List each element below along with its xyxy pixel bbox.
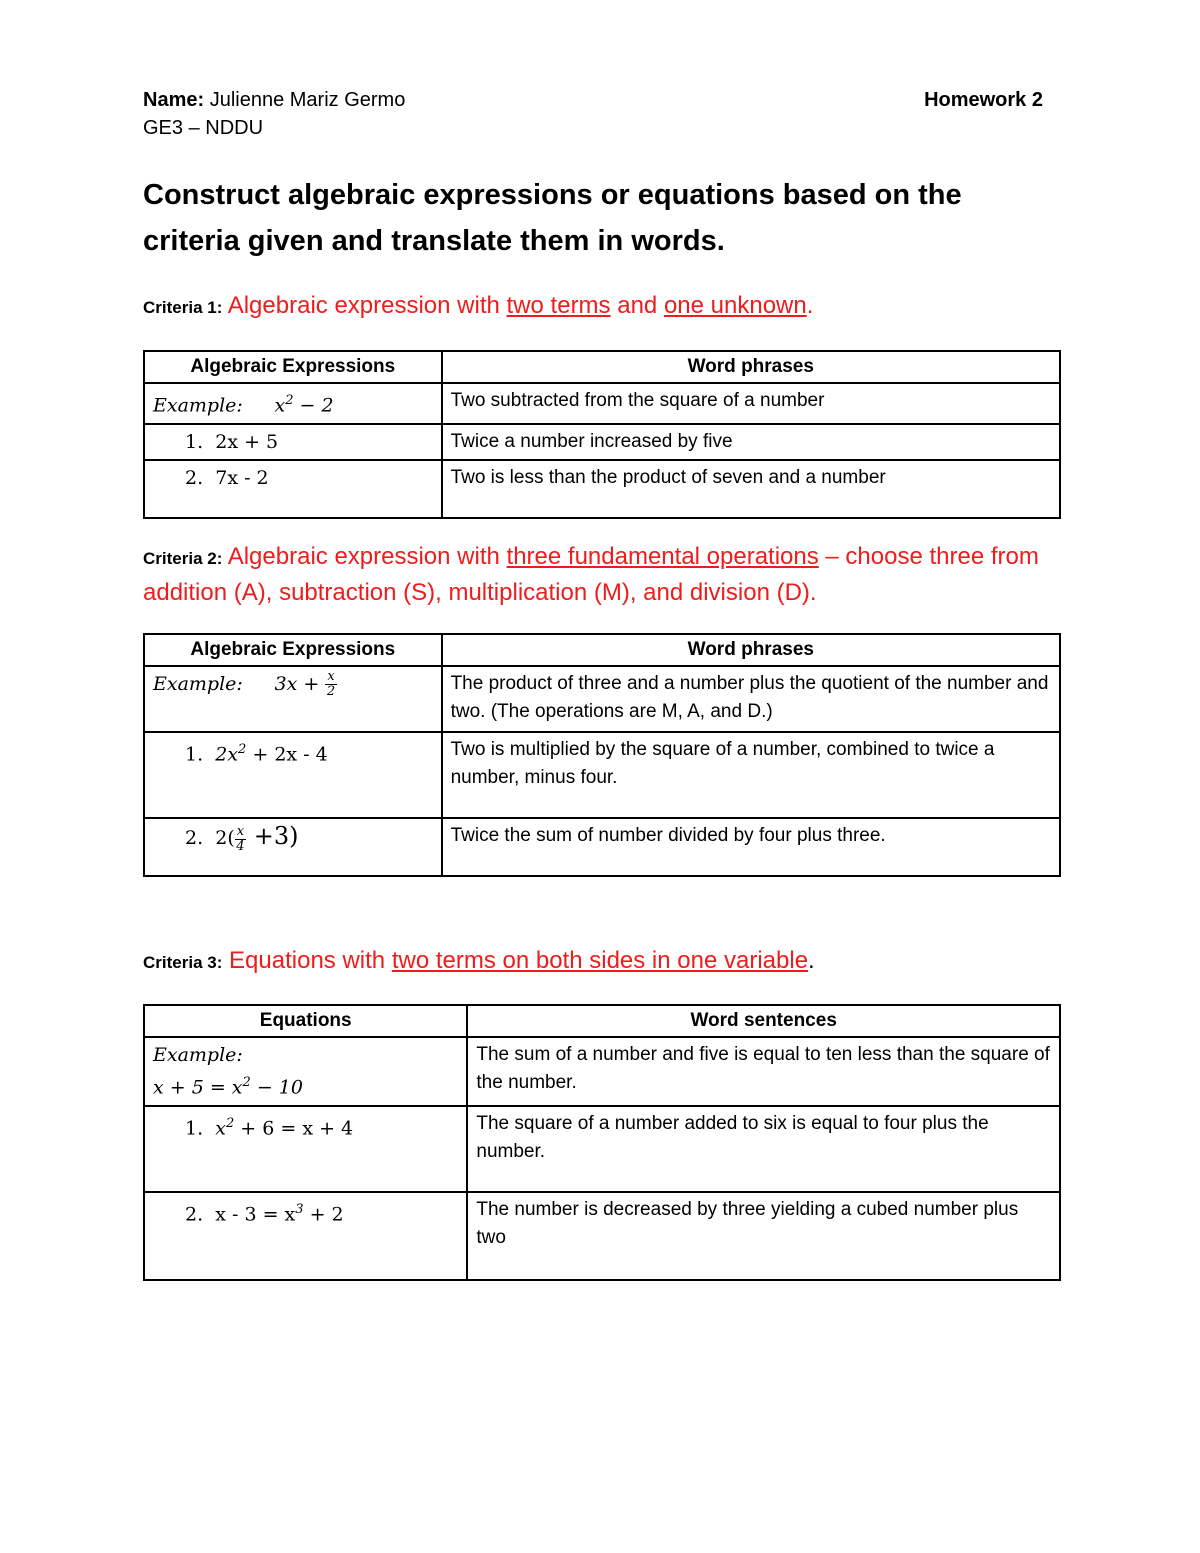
column-header: Word phrases <box>442 634 1060 666</box>
table-row <box>144 1037 1060 1106</box>
column-header: Equations <box>144 1005 467 1037</box>
example-label: Example: <box>153 673 243 695</box>
table-row <box>144 818 1060 876</box>
table-row <box>144 424 1060 460</box>
student-name: Julienne Mariz Germo <box>204 89 406 111</box>
example-label: Example: <box>153 394 243 417</box>
words-cell: Two is multiplied by the square of a number, combined to twice a number, minus four. <box>442 732 1060 818</box>
row-number: 2. <box>185 827 204 849</box>
column-header: Word phrases <box>442 351 1060 383</box>
criteria-1-highlight-2: one unknown <box>663 292 807 319</box>
column-header: Algebraic Expressions <box>144 634 442 666</box>
expression: + 2x - 4 <box>246 743 328 766</box>
expression: + 6 = x + 4 <box>234 1117 354 1140</box>
example-words: Two subtracted from the square of a number <box>442 383 1060 424</box>
header <box>143 86 1043 142</box>
table-row <box>144 1106 1060 1192</box>
criteria-2-table <box>143 633 1061 877</box>
criteria-3-highlight: two terms on both sides in one variable <box>391 947 809 974</box>
column-header: Word sentences <box>467 1005 1060 1037</box>
expression: x <box>215 1117 226 1140</box>
criteria-3-label: Criteria 3: <box>143 953 223 972</box>
words-cell: Two is less than the product of seven and a number <box>442 460 1060 518</box>
table-row <box>144 383 1060 424</box>
table-header-row <box>144 634 1060 666</box>
words-cell: The number is decreased by three yielding a cubed number plus two <box>467 1192 1060 1280</box>
row-number: 1. <box>185 431 204 454</box>
expr-part: x <box>274 394 286 417</box>
expression: 7x - 2 <box>215 467 269 490</box>
expression: 2x + 5 <box>215 431 279 454</box>
expression: 2x <box>215 743 239 766</box>
row-number: 1. <box>185 743 204 766</box>
expression-cell <box>144 424 442 460</box>
numerator: x <box>236 823 245 839</box>
words-cell: Twice the sum of number divided by four plus three. <box>442 818 1060 876</box>
expression: 2( <box>215 827 235 849</box>
words-cell: Twice a number increased by five <box>442 424 1060 460</box>
table-row <box>144 460 1060 518</box>
expr-part: − 2 <box>293 394 334 417</box>
criteria-1-text: Algebraic expression with <box>222 292 507 319</box>
table-row <box>144 666 1060 732</box>
criteria-1-period: . <box>806 292 814 319</box>
exponent: 2 <box>285 393 294 408</box>
expr-part: − 10 <box>250 1076 303 1099</box>
row-number: 2. <box>185 467 204 490</box>
denominator: 4 <box>236 838 245 854</box>
fraction <box>235 825 246 854</box>
criteria-3-table <box>143 1004 1061 1281</box>
exponent: 2 <box>225 1116 235 1132</box>
example-words: The product of three and a number plus the quotient of the number and two. (The operations are M, A, and D.) <box>442 666 1060 732</box>
table-header-row <box>144 1005 1060 1037</box>
fraction <box>325 670 336 699</box>
example-label: Example: <box>153 1044 243 1066</box>
expression-cell <box>144 460 442 518</box>
table-row <box>144 732 1060 818</box>
homework-label: Homework 2 <box>924 89 1043 111</box>
words-cell: The square of a number added to six is equal to four plus the number. <box>467 1106 1060 1192</box>
expr-part: x + 5 = x <box>153 1076 243 1099</box>
page-title: Construct algebraic expressions or equations based on the criteria given and translate them in words. <box>143 179 962 257</box>
criteria-2-highlight: three fundamental operations <box>506 543 819 570</box>
table-header-row <box>144 351 1060 383</box>
criteria-2-text: Algebraic expression with <box>222 543 507 570</box>
expression-cell <box>144 818 442 876</box>
criteria-2-text-2: – choose three from addition (A), subtraction (S), multiplication (M), and division (D). <box>143 543 1039 606</box>
expression-cell <box>144 732 442 818</box>
table-row <box>144 1192 1060 1280</box>
criteria-1-table <box>143 350 1061 519</box>
criteria-1-text-2: and <box>610 292 664 319</box>
exponent: 2 <box>238 742 247 757</box>
column-header: Algebraic Expressions <box>144 351 442 383</box>
criteria-1-highlight-1: two terms <box>506 292 611 319</box>
row-number: 2. <box>185 1203 204 1226</box>
criteria-1-label: Criteria 1: <box>143 298 223 317</box>
example-expression <box>144 666 442 732</box>
expression: x - 3 = x <box>215 1203 296 1226</box>
criteria-1 <box>143 288 1063 326</box>
example-expression <box>144 383 442 424</box>
criteria-3-text: Equations with <box>222 947 392 974</box>
exponent: 3 <box>295 1202 304 1218</box>
expr-part: 3x + <box>274 673 326 695</box>
row-number: 1. <box>185 1117 204 1140</box>
denominator: 2 <box>326 684 336 700</box>
exponent: 2 <box>242 1075 251 1090</box>
expression: +3) <box>246 822 299 850</box>
name-label: Name: <box>143 89 205 111</box>
criteria-3 <box>143 944 1063 980</box>
expression: + 2 <box>303 1203 344 1226</box>
criteria-3-period: . <box>808 947 815 974</box>
example-words: The sum of a number and five is equal to ten less than the square of the number. <box>467 1037 1060 1106</box>
criteria-2 <box>143 540 1063 612</box>
expression-cell <box>144 1192 467 1280</box>
expression-cell <box>144 1106 467 1192</box>
course-code: GE3 – NDDU <box>143 117 264 139</box>
numerator: x <box>327 669 335 685</box>
criteria-2-label: Criteria 2: <box>143 549 223 568</box>
example-expression <box>144 1037 467 1106</box>
